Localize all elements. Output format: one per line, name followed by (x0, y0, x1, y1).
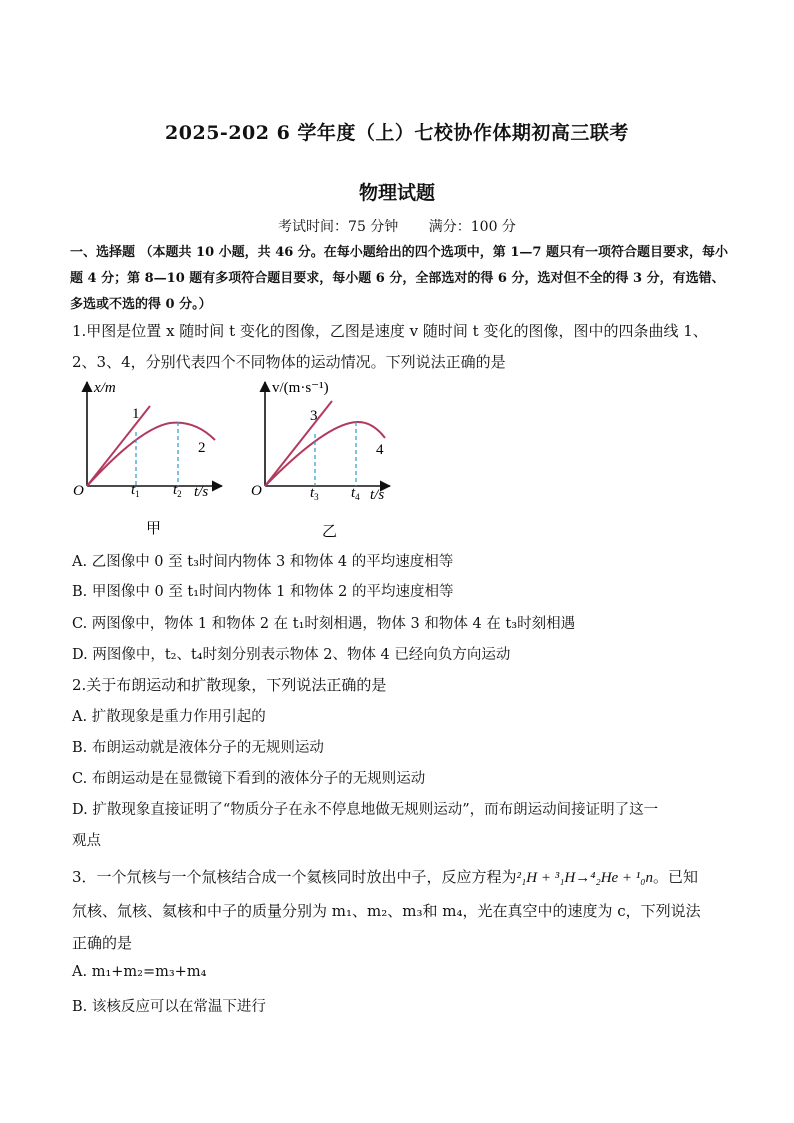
graph-b-curve-3 (265, 401, 332, 486)
page-title: 2025-202 6 学年度（上）七校协作体期初高三联考 (165, 122, 629, 144)
graph-a-curve-2 (87, 423, 215, 486)
graph-b-t4: $t_4$ (351, 485, 360, 502)
graph-a-origin: O (73, 483, 84, 499)
graph-b-curve-4 (265, 422, 385, 486)
q2-option-c: C. 布朗运动是在显微镜下看到的液体分子的无规则运动 (72, 771, 426, 787)
q3-stem-line2: 氘核、氚核、氦核和中子的质量分别为 m₁、m₂、m₃和 m₄，光在真空中的速度为 c，下列说法 (72, 902, 701, 920)
q2-option-d-line1: D. 扩散现象直接证明了“物质分子在永不停息地做无规则运动”，而布朗运动间接证明了这一 (72, 802, 659, 818)
graph-a-t2: $t_2$ (173, 482, 182, 499)
q3-equation: ²₁H + ³₁H→⁴₂He + ¹₀n (516, 870, 654, 886)
graph-b-caption: 乙 (322, 522, 338, 538)
graph-a-label-2: 2 (198, 440, 206, 456)
q3-stem-end: 。已知 (653, 868, 699, 886)
graph-a (73, 380, 222, 537)
q3-option-b: B. 该核反应可以在常温下进行 (72, 999, 266, 1015)
q2-option-d-line2: 观点 (72, 833, 101, 849)
graph-b-label-3: 3 (310, 408, 318, 424)
q1-option-b: B. 甲图像中 0 至 t₁时间内物体 1 和物体 2 的平均速度相等 (72, 584, 454, 600)
graph-b-t3: $t_3$ (310, 485, 319, 502)
q1-stem-line1: 1.甲图是位置 x 随时间 t 变化的图像，乙图是速度 v 随时间 t 变化的图像，图中的四条曲线 1、 (72, 322, 708, 340)
q1-stem-line2: 2、3、4，分别代表四个不同物体的运动情况。下列说法正确的是 (72, 353, 506, 371)
exam-info (0, 216, 794, 236)
section-heading: 一、选择题 （本题共 10 小题，共 46 分。在每小题给出的四个选项中，第 1—7 题只有一项符合题目要求，每小题 4 分；第 8—10 题有多项符合题目要求，每小题 6 分，全部选对的得 6 分，选对但不全的得 3 分，有选错、多选或不选的得 0 分。） (70, 245, 728, 312)
graph-a-ylabel: x/m (94, 380, 116, 396)
subject-title: 物理试题 (358, 182, 435, 204)
q3-stem-line1 (72, 866, 698, 887)
graph-b-origin: O (251, 483, 262, 499)
q1-option-c: C. 两图像中，物体 1 和物体 2 在 t₁时刻相遇，物体 3 和物体 4 在 t₃时刻相遇 (72, 616, 576, 632)
q1-option-d: D. 两图像中，t₂、t₄时刻分别表示物体 2、物体 4 已经向负方向运动 (72, 647, 511, 663)
graph-b (251, 380, 390, 538)
q2-option-a: A. 扩散现象是重力作用引起的 (72, 709, 266, 725)
graph-a-label-1: 1 (132, 406, 140, 422)
graph-b-ylabel: v/(m·s⁻¹) (272, 380, 329, 396)
full-score: 满分：100 分 (428, 219, 516, 235)
q1-graphs (70, 378, 410, 538)
q3-option-a: A. m₁+m₂=m₃+m₄ (72, 964, 207, 980)
q3-stem-line3: 正确的是 (72, 934, 133, 952)
graph-a-xlabel: t/s (194, 484, 209, 500)
exam-time: 考试时间：75 分钟 (278, 219, 399, 235)
q2-stem: 2.关于布朗运动和扩散现象，下列说法正确的是 (72, 676, 387, 694)
q1-option-a: A. 乙图像中 0 至 t₃时间内物体 3 和物体 4 的平均速度相等 (72, 554, 454, 570)
graph-a-t1: $t_1$ (131, 482, 140, 499)
q2-option-b: B. 布朗运动就是液体分子的无规则运动 (72, 740, 324, 756)
graph-a-curve-1 (87, 406, 150, 486)
graph-b-xlabel: t/s (370, 487, 385, 503)
q3-stem-text: 3．一个氘核与一个氚核结合成一个氦核同时放出中子，反应方程为 (72, 868, 517, 886)
graph-b-label-4: 4 (376, 442, 384, 458)
graph-a-caption: 甲 (146, 519, 162, 537)
